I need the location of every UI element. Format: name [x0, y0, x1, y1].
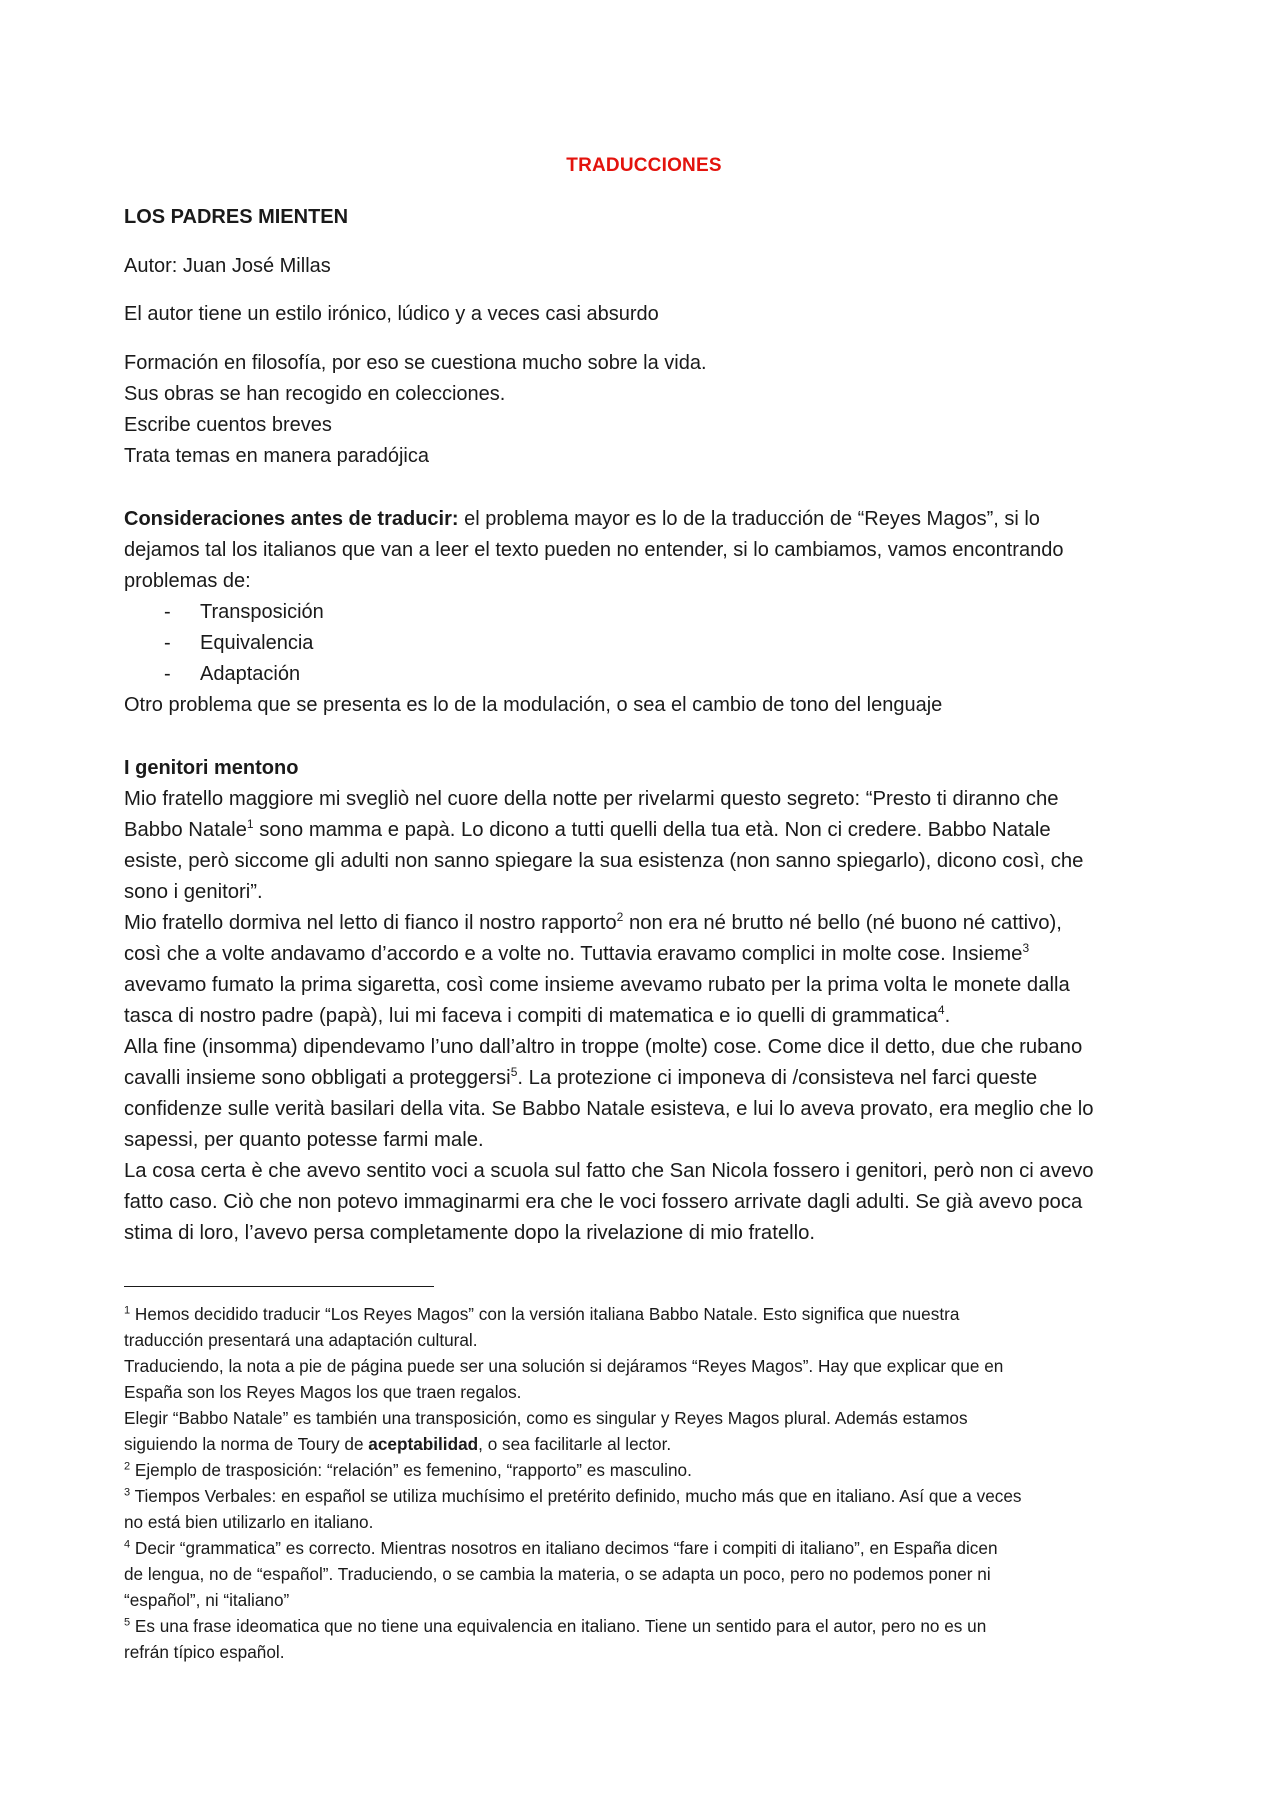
footnote-number: 5	[124, 1616, 131, 1629]
translation-line	[124, 908, 1062, 939]
footnote-ref: 2	[616, 910, 624, 925]
footnote-line: refrán típico español.	[124, 1642, 285, 1662]
bio-line: Trata temas en manera paradójica	[124, 445, 429, 467]
bio-line: Escribe cuentos breves	[124, 414, 332, 436]
translation-line: esiste, però siccome gli adulti non sanno spiegare la sua esistenza (non sanno spiegarlo), dicono così, che	[124, 850, 1084, 872]
translation-text: . La protezione ci imponeva di /consisteva nel farci queste	[517, 1067, 1038, 1089]
footnote-number: 1	[124, 1304, 131, 1317]
list-item	[164, 659, 300, 690]
list-dash: -	[164, 632, 171, 654]
footnote-text: Decir “grammatica” es correcto. Mientras nosotros en italiano decimos “fare i compiti di italiano”, en España dicen	[130, 1538, 998, 1558]
translation-line: sono i genitori”.	[124, 881, 263, 903]
footnote-3	[124, 1483, 1022, 1509]
footnote-line: de lengua, no de “español”. Traduciendo, o se cambia la materia, o se adapta un poco, pero no podemos poner ni	[124, 1564, 991, 1584]
list-dash: -	[164, 663, 171, 685]
translation-line: Alla fine (insomma) dipendevamo l’uno dall’altro in troppe (molte) cose. Come dice il detto, due che rubano	[124, 1036, 1083, 1058]
footnote-number: 4	[124, 1538, 131, 1551]
translation-line	[124, 1001, 950, 1032]
translation-line: avevamo fumato la prima sigaretta, così come insieme avevamo rubato per la prima volta le monete dalla	[124, 974, 1070, 996]
considerations-line: problemas de:	[124, 570, 251, 592]
translation-line	[124, 815, 1051, 846]
style-line: El autor tiene un estilo irónico, lúdico y a veces casi absurdo	[124, 303, 659, 325]
considerations-line	[124, 504, 1040, 535]
considerations-closing: Otro problema que se presenta es lo de la modulación, o sea el cambio de tono del lenguaje	[124, 694, 943, 716]
document-page	[124, 0, 1174, 1811]
footnote-5	[124, 1613, 986, 1639]
footnote-number: 3	[124, 1486, 131, 1499]
list-item-text: Transposición	[200, 601, 324, 623]
footnote-text: Ejemplo de trasposición: “relación” es femenino, “rapporto” es masculino.	[130, 1460, 692, 1480]
footnote-line: España son los Reyes Magos los que traen regalos.	[124, 1382, 522, 1402]
list-dash: -	[164, 601, 171, 623]
considerations-text: el problema mayor es lo de la traducción de “Reyes Magos”, si lo	[458, 508, 1040, 530]
footnote-1	[124, 1301, 959, 1327]
list-item	[164, 597, 324, 628]
list-item	[164, 628, 313, 659]
translation-text: Mio fratello dormiva nel letto di fianco il nostro rapporto	[124, 912, 617, 934]
translation-text: .	[944, 1005, 951, 1027]
translation-line: sapessi, per quanto potesse farmi male.	[124, 1129, 484, 1151]
translation-line	[124, 1063, 1037, 1094]
translation-text: cavalli insieme sono obbligati a proteggersi	[124, 1067, 511, 1089]
translation-line	[124, 939, 1029, 970]
author-line: Autor: Juan José Millas	[124, 255, 331, 277]
translation-text: così che a volte andavamo d’accordo e a volte no. Tuttavia eravamo complici in molte cose. Insieme	[124, 943, 1023, 965]
footnote-text: Tiempos Verbales: en español se utiliza muchísimo el pretérito definido, mucho más que en italiano. Así que a veces	[130, 1486, 1022, 1506]
footnote-text: Hemos decidido traducir “Los Reyes Magos” con la versión italiana Babbo Natale. Esto significa que nuestra	[130, 1304, 960, 1324]
document-title: TRADUCCIONES	[566, 155, 722, 176]
footnote-ref: 3	[1022, 941, 1030, 956]
translation-text: Babbo Natale	[124, 819, 247, 841]
considerations-label: Consideraciones antes de traducir:	[124, 508, 459, 530]
footnote-text: , o sea facilitarle al lector.	[478, 1434, 672, 1454]
bio-line: Formación en filosofía, por eso se cuestiona mucho sobre la vida.	[124, 352, 707, 374]
bio-line: Sus obras se han recogido en colecciones.	[124, 383, 506, 405]
footnote-emphasis: aceptabilidad	[368, 1434, 479, 1454]
list-item-text: Equivalencia	[200, 632, 314, 654]
footnote-line: no está bien utilizarlo en italiano.	[124, 1512, 374, 1532]
footnote-line: Elegir “Babbo Natale” es también una transposición, como es singular y Reyes Magos plural. Además estamos	[124, 1408, 968, 1428]
translation-line: confidenze sulle verità basilari della vita. Se Babbo Natale esisteva, e lui lo aveva provato, era meglio che lo	[124, 1098, 1094, 1120]
translation-line: La cosa certa è che avevo sentito voci a scuola sul fatto che San Nicola fossero i genitori, però non ci avevo	[124, 1160, 1094, 1182]
footnote-ref: 1	[246, 817, 254, 832]
footnote-text: siguiendo la norma de Toury de	[124, 1434, 369, 1454]
footnote-2	[124, 1457, 692, 1483]
footnote-line	[124, 1431, 671, 1457]
footnote-ref: 5	[510, 1065, 518, 1080]
considerations-line: dejamos tal los italianos que van a leer el texto pueden no entender, si lo cambiamos, vamos encontrando	[124, 539, 1064, 561]
translation-text: sono mamma e papà. Lo dicono a tutti quelli della tua età. Non ci credere. Babbo Natale	[253, 819, 1051, 841]
footnote-divider	[124, 1286, 434, 1287]
section-heading: LOS PADRES MIENTEN	[124, 206, 349, 228]
footnote-ref: 4	[937, 1003, 945, 1018]
list-item-text: Adaptación	[200, 663, 301, 685]
translation-text: non era né brutto né bello (né buono né cattivo),	[623, 912, 1062, 934]
translation-line: stima di loro, l’avevo persa completamente dopo la rivelazione di mio fratello.	[124, 1222, 816, 1244]
footnote-line: Traduciendo, la nota a pie de página puede ser una solución si dejáramos “Reyes Magos”. Hay que explicar que en	[124, 1356, 1004, 1376]
translation-line: Mio fratello maggiore mi svegliò nel cuore della notte per rivelarmi questo segreto: “Presto ti diranno che	[124, 788, 1059, 810]
footnote-number: 2	[124, 1460, 131, 1473]
translation-heading: I genitori mentono	[124, 757, 299, 779]
footnote-4	[124, 1535, 998, 1561]
footnote-line: traducción presentará una adaptación cultural.	[124, 1330, 478, 1350]
footnote-line: “español”, ni “italiano”	[124, 1590, 290, 1610]
translation-line: fatto caso. Ciò che non potevo immaginarmi era che le voci fossero arrivate dagli adulti. Se già avevo poca	[124, 1191, 1083, 1213]
translation-text: tasca di nostro padre (papà), lui mi faceva i compiti di matematica e io quelli di grammatica	[124, 1005, 938, 1027]
footnote-text: Es una frase ideomatica que no tiene una equivalencia en italiano. Tiene un sentido para el autor, pero no es un	[130, 1616, 987, 1636]
